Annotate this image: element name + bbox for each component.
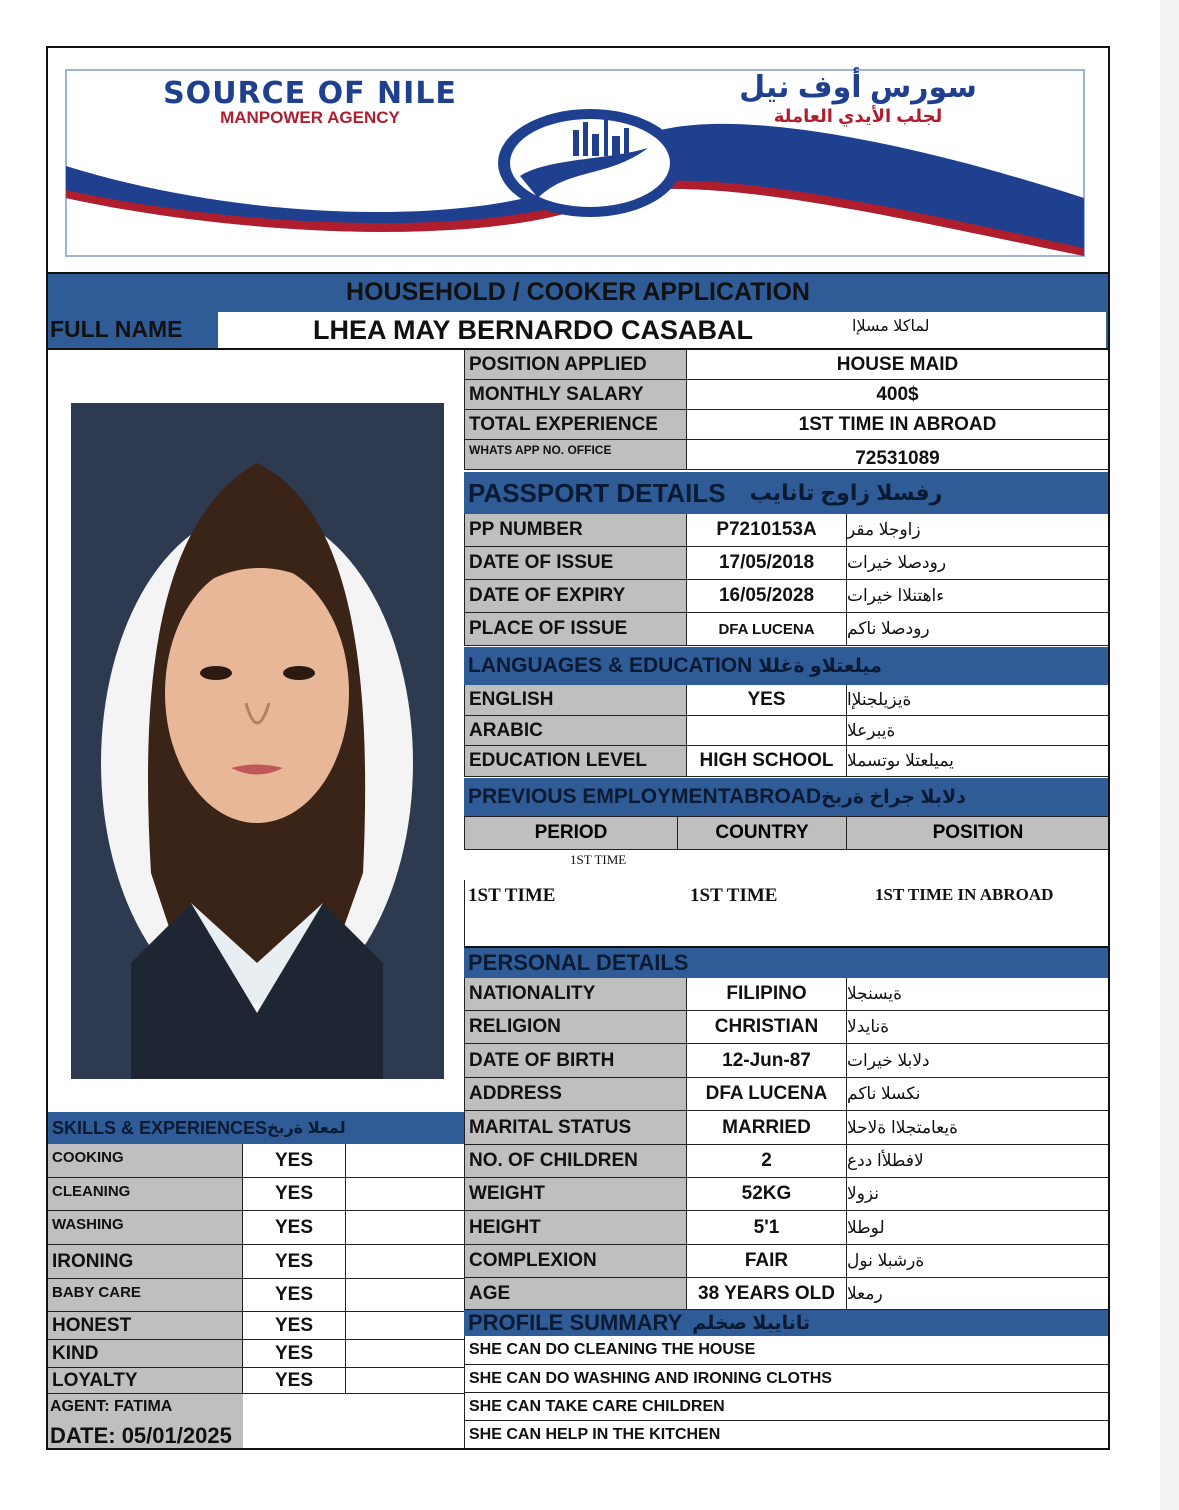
summary-line: SHE CAN TAKE CARE CHILDREN bbox=[465, 1393, 1109, 1421]
dob-ar: دلابلا خيرات bbox=[847, 1044, 1109, 1078]
full-name-value: LHEA MAY BERNARDO CASABAL bbox=[218, 312, 848, 348]
honest-label: HONEST bbox=[48, 1312, 243, 1340]
english-value: YES bbox=[687, 685, 847, 716]
pp-number-ar: زاوجلا مقر bbox=[847, 514, 1109, 547]
personal-section-title: PERSONAL DETAILS bbox=[464, 946, 1108, 978]
salary-value: 400$ bbox=[687, 380, 1109, 410]
brand-name-ar: سورس أوف نيل bbox=[739, 71, 977, 104]
whatsapp-value: 72531089 bbox=[687, 440, 1109, 470]
issue-place-ar: رودصلا ناكم bbox=[847, 613, 1109, 646]
whatsapp-label: WHATS APP NO. OFFICE bbox=[465, 440, 687, 470]
complexion-ar: ةرشبلا نول bbox=[847, 1245, 1109, 1278]
children-ar: لافطلأا ددع bbox=[847, 1145, 1109, 1178]
agent-name: AGENT: FATIMA bbox=[50, 1398, 173, 1415]
arabic-ar: ةيبرعلا bbox=[847, 716, 1109, 746]
employment-title-ar: دلابلا جراخ ةربخ bbox=[821, 786, 966, 808]
complexion-value: FAIR bbox=[687, 1245, 847, 1278]
languages-title-ar: ميلعتلاو ةغللا bbox=[758, 655, 882, 677]
brand-sub-en: MANPOWER AGENCY bbox=[220, 108, 400, 127]
ironing-value: YES bbox=[243, 1245, 346, 1279]
nationality-value: FILIPINO bbox=[687, 978, 847, 1011]
employment-country: 1ST TIME bbox=[690, 885, 778, 906]
outer-border bbox=[46, 46, 1110, 1450]
nationality-ar: ةيسنجلا bbox=[847, 978, 1109, 1011]
washing-value: YES bbox=[243, 1211, 346, 1245]
position-label: POSITION APPLIED bbox=[465, 350, 687, 380]
position-value: HOUSE MAID bbox=[687, 350, 1109, 380]
arabic-label: ARABIC bbox=[465, 716, 687, 746]
summary-line: SHE CAN HELP IN THE KITCHEN bbox=[465, 1421, 1109, 1448]
dob-label: DATE OF BIRTH bbox=[465, 1044, 687, 1078]
full-name-label: FULL NAME bbox=[50, 315, 183, 342]
ironing-label: IRONING bbox=[48, 1245, 243, 1279]
loyalty-value: YES bbox=[243, 1368, 346, 1394]
address-label: ADDRESS bbox=[465, 1078, 687, 1111]
education-label: EDUCATION LEVEL bbox=[465, 746, 687, 777]
honest-value: YES bbox=[243, 1312, 346, 1340]
form-title: HOUSEHOLD / COOKER APPLICATION bbox=[48, 272, 1108, 310]
weight-label: WEIGHT bbox=[465, 1178, 687, 1211]
expiry-date-label: DATE OF EXPIRY bbox=[465, 580, 687, 613]
country-column: COUNTRY bbox=[678, 817, 847, 849]
baby-care-label: BABY CARE bbox=[48, 1279, 243, 1312]
experience-value: 1ST TIME IN ABROAD bbox=[687, 410, 1109, 440]
age-label: AGE bbox=[465, 1278, 687, 1310]
employment-position: 1ST TIME IN ABROAD bbox=[875, 885, 1054, 904]
height-label: HEIGHT bbox=[465, 1211, 687, 1245]
religion-ar: ةنايدلا bbox=[847, 1011, 1109, 1044]
nationality-label: NATIONALITY bbox=[465, 978, 687, 1011]
passport-title-ar: رفسلا زاوج تانايب bbox=[749, 480, 943, 505]
children-label: NO. OF CHILDREN bbox=[465, 1145, 687, 1178]
loyalty-label: LOYALTY bbox=[48, 1368, 243, 1394]
education-ar: يميلعتلا ىوتسملا bbox=[847, 746, 1109, 777]
expiry-date-ar: ءاهتنلاا خيرات bbox=[847, 580, 1109, 613]
summary-title: PROFILE SUMMARY bbox=[468, 1310, 683, 1335]
application-date: DATE: 05/01/2025 bbox=[50, 1423, 232, 1448]
marital-ar: ةيعامتجلاا ةلاحلا bbox=[847, 1111, 1109, 1145]
expiry-date-value: 16/05/2028 bbox=[687, 580, 847, 613]
brand-sub-ar: لجلب الأيدي العاملة bbox=[773, 106, 943, 126]
marital-value: MARRIED bbox=[687, 1111, 847, 1145]
skills-title-ar: لمعلا ةربخ bbox=[267, 1120, 346, 1137]
english-label: ENGLISH bbox=[465, 685, 687, 716]
pp-number-label: PP NUMBER bbox=[465, 514, 687, 547]
issue-date-ar: رودصلا خيرات bbox=[847, 547, 1109, 580]
passport-title: PASSPORT DETAILS bbox=[468, 477, 726, 508]
brand-name-en: SOURCE OF NILE bbox=[163, 76, 457, 111]
education-value: HIGH SCHOOL bbox=[687, 746, 847, 777]
full-name-ar-text: لماكلا مسلإا bbox=[852, 318, 930, 335]
cleaning-value: YES bbox=[243, 1178, 346, 1211]
languages-title: LANGUAGES & EDUCATION bbox=[468, 654, 753, 677]
baby-care-value: YES bbox=[243, 1279, 346, 1312]
issue-place-label: PLACE OF ISSUE bbox=[465, 613, 687, 646]
period-column: PERIOD bbox=[465, 817, 678, 849]
position-column: POSITION bbox=[932, 822, 1024, 843]
marital-label: MARITAL STATUS bbox=[465, 1111, 687, 1145]
english-ar: ةيزيلجنلإا bbox=[847, 685, 1109, 716]
address-value: DFA LUCENA bbox=[687, 1078, 847, 1111]
summary-line: SHE CAN DO WASHING AND IRONING CLOTHS bbox=[465, 1365, 1109, 1393]
issue-date-label: DATE OF ISSUE bbox=[465, 547, 687, 580]
cleaning-label: CLEANING bbox=[48, 1178, 243, 1211]
pp-number-value: P7210153A bbox=[687, 514, 847, 547]
washing-label: WASHING bbox=[48, 1211, 243, 1245]
height-value: 5'1 bbox=[687, 1211, 847, 1245]
dob-value: 12-Jun-87 bbox=[687, 1044, 847, 1078]
children-value: 2 bbox=[687, 1145, 847, 1178]
employment-title: PREVIOUS EMPLOYMENTABROAD bbox=[468, 785, 822, 808]
summary-title-ar: تانايبلا صخلم bbox=[692, 1312, 811, 1334]
summary-line: SHE CAN DO CLEANING THE HOUSE bbox=[465, 1336, 1109, 1365]
height-ar: لوطلا bbox=[847, 1211, 1109, 1245]
weight-ar: نزولا bbox=[847, 1178, 1109, 1211]
cooking-label: COOKING bbox=[48, 1144, 243, 1178]
skills-title: SKILLS & EXPERIENCES bbox=[52, 1117, 268, 1138]
address-ar: نكسلا ناكم bbox=[847, 1078, 1109, 1111]
issue-date-value: 17/05/2018 bbox=[687, 547, 847, 580]
religion-label: RELIGION bbox=[465, 1011, 687, 1044]
salary-label: MONTHLY SALARY bbox=[465, 380, 687, 410]
employment-note: 1ST TIME bbox=[570, 852, 627, 867]
age-ar: رمعلا bbox=[847, 1278, 1109, 1310]
kind-value: YES bbox=[243, 1340, 346, 1368]
complexion-label: COMPLEXION bbox=[465, 1245, 687, 1278]
employment-period: 1ST TIME bbox=[468, 885, 556, 906]
kind-label: KIND bbox=[48, 1340, 243, 1368]
issue-place-value: DFA LUCENA bbox=[687, 613, 847, 646]
religion-value: CHRISTIAN bbox=[687, 1011, 847, 1044]
age-value: 38 YEARS OLD bbox=[687, 1278, 847, 1310]
experience-label: TOTAL EXPERIENCE bbox=[465, 410, 687, 440]
cooking-value: YES bbox=[243, 1144, 346, 1178]
weight-value: 52KG bbox=[687, 1178, 847, 1211]
